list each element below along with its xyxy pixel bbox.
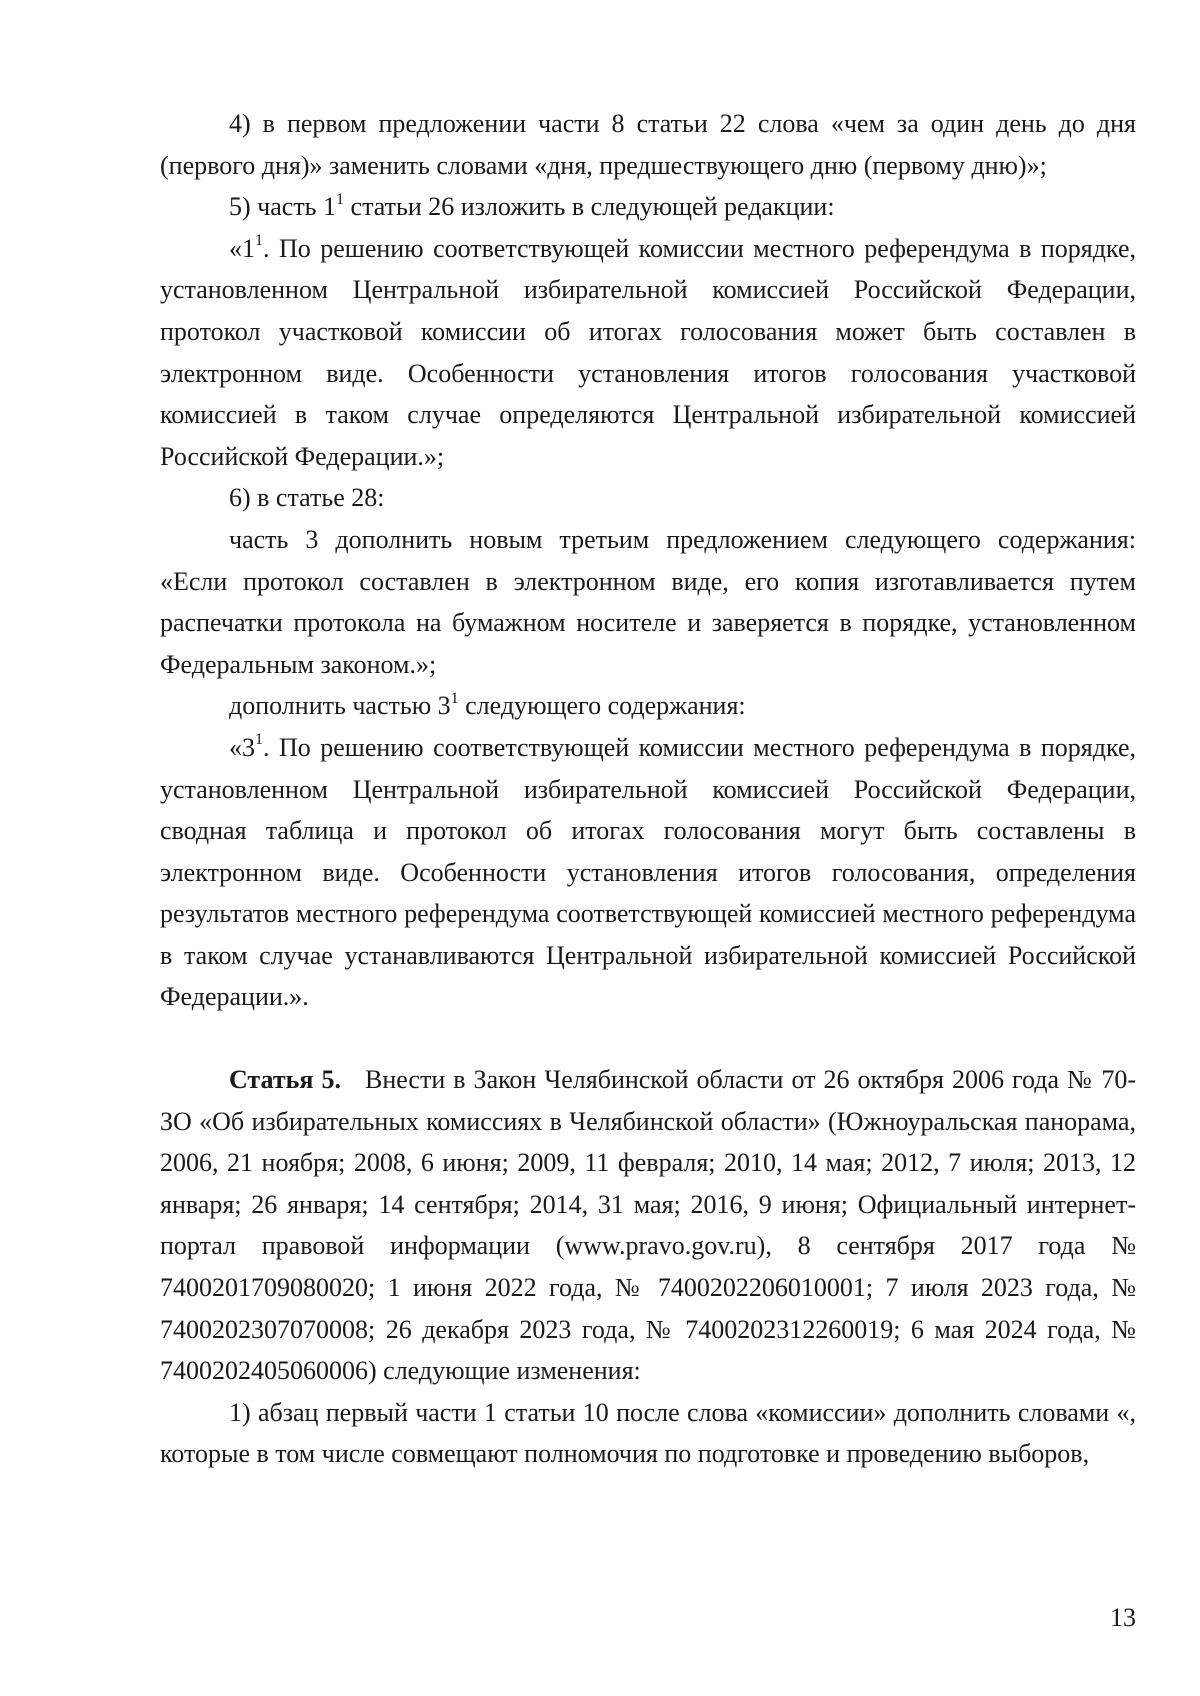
article-5-item-1: 1) абзац первый части 1 статьи 10 после слова «комиссии» дополнить словами «, которые в том числе совмещают полномочия по подготовке и проведению выборов, [160, 1397, 1136, 1469]
superscript: 1 [255, 232, 263, 250]
paragraph-text: следующего содержания: [458, 691, 746, 721]
paragraph-text: 5) часть 1 [229, 192, 337, 222]
superscript: 1 [450, 689, 459, 707]
paragraph-part-3-addition: часть 3 дополнить новым третьим предложением следующего содержания: «Если протокол составлен в электронном виде, его копия изготавливается путем распечатки протокола на бумажном носителе и заверяется в порядке, установленном Федеральным законом.»; [160, 524, 1136, 679]
quoted-part-3-1 [160, 727, 1136, 1018]
paragraph-text: «3 [229, 732, 255, 762]
paragraph-text: «1 [229, 233, 255, 263]
paragraph-part-3-1-addition [160, 685, 1136, 727]
paragraph-text: дополнить частью 3 [229, 691, 451, 721]
paragraph-text: статьи 26 изложить в следующей редакции: [344, 192, 835, 222]
paragraph-text: . По решению соответствующей комиссии местного референдума в порядке, установленном Центральной избирательной комиссией Российской Федерации, протокол участковой комиссии об итогах голосования может быть составлен в электронном виде. Особенности установления итогов голосования участковой комиссией в таком случае определяются Центральной избирательной комиссией Российской Федерации.»; [160, 233, 1136, 471]
page-number: 13 [1110, 1603, 1136, 1632]
article-5 [160, 1059, 1136, 1392]
superscript: 1 [255, 731, 263, 749]
article-5-text: Внести в Закон Челябинской области от 26 октября 2006 года № 70-ЗО «Об избирательных комиссиях в Челябинской области» (Южноуральская панорама, 2006, 21 ноября; 2008, 6 июня; 2009, 11 февраля; 2010, 14 мая; 2012, 7 июля; 2013, 12 января; 26 января; 14 сентября; 2014, 31 мая; 2016, 9 июня; Официальный интернет-портал правовой информации (www.pravo.gov.ru), 8 сентября 2017 года № 7400201709080020; 1 июня 2022 года, № 7400202206010001; 7 июля 2023 года, № 7400202307070008; 26 декабря 2023 года, № 7400202312260019; 6 мая 2024 года, № 7400202405060006) следующие изменения: [160, 1065, 1136, 1386]
article-5-label: Статья 5. [229, 1065, 341, 1095]
superscript: 1 [336, 190, 345, 208]
document-body [160, 103, 1136, 1475]
quoted-part-1-1 [160, 228, 1136, 478]
paragraph-item-6: 6) в статье 28: [229, 483, 385, 513]
paragraph-text: . По решению соответствующей комиссии местного референдума в порядке, установленном Центральной избирательной комиссией Российской Федерации, сводная таблица и протокол об итогах голосования могут быть составлены в электронном виде. Особенности установления итогов голосования, определения результатов местного референдума соответствующей комиссией местного референдума в таком случае устанавливаются Центральной избирательной комиссией Российской Федерации.». [160, 732, 1136, 1012]
paragraph-item-5 [160, 186, 1136, 228]
paragraph-item-4: 4) в первом предложении части 8 статьи 22 слова «чем за один день до дня (первого дня)» заменить словами «дня, предшествующего дню (первому дню)»; [160, 109, 1136, 180]
section-gap [160, 1018, 1136, 1059]
